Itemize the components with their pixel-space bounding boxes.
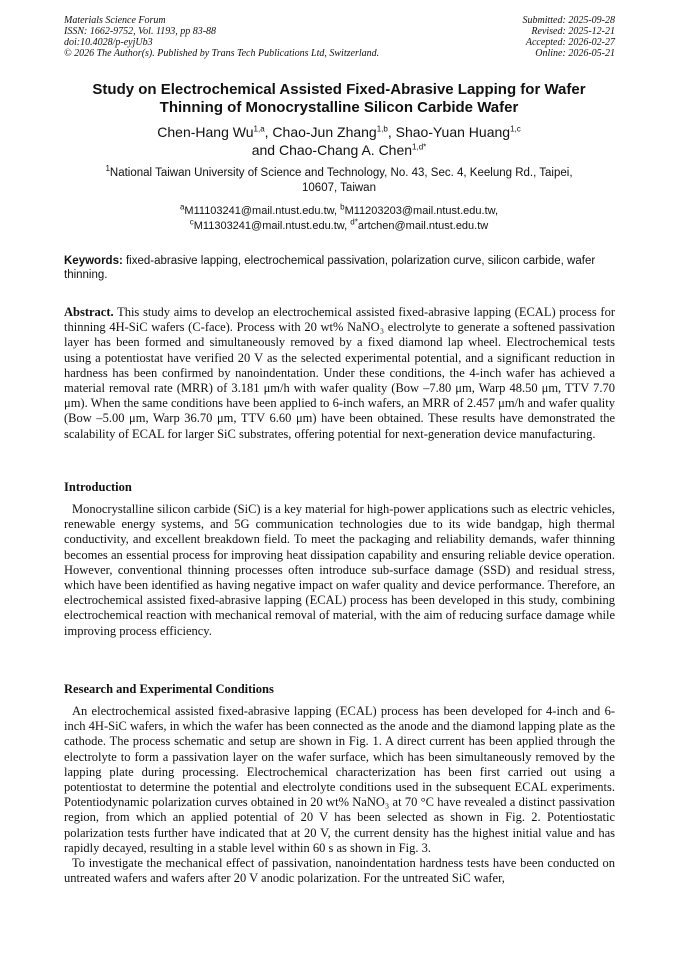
journal-info (64, 15, 379, 59)
abstract-text: This study aims to develop an electrochemical assisted fixed-abrasive lapping (ECAL) process for thinning 4H-SiC wafers (C-face). Process with 20 wt% NaNO₃ electrolyte to generate a softened passivation layer has been formed and simultaneously removed by a fixed diamond lap wheel. Electrochemical tests using a potentiostat have verified 20 V as the selected experimental potential, and a significant reduction in hardness has been confirmed by nanoindentation. Under these conditions, the 4-inch wafer has achieved a material removal rate (MRR) of 3.181 μm/h with wafer quality (Bow –7.80 μm, Warp 48.50 μm, TTV 7.70 μm). When the same conditions have been applied to 6-inch wafers, an MRR of 2.457 μm/h and wafer quality (Bow –5.00 μm, Warp 36.70 μm, TTV 6.60 μm) have been obtained. These results have demonstrated the scalability of ECAL for larger SiC substrates, offering potential for next-generation device manufacturing. (64, 305, 615, 441)
introduction-section (64, 502, 615, 639)
section-heading-research: Research and Experimental Conditions (64, 682, 274, 696)
revised-date: Revised: 2025-12-21 (531, 26, 615, 37)
author-line-1 (40, 123, 638, 141)
research-paragraph-2: To investigate the mechanical effect of passivation, nanoindentation hardness tests have been conducted on untreated wafers and wafers after 20 V anodic polarization. For the untreated SiC wafer, (64, 856, 615, 886)
author-separator: , (387, 124, 396, 140)
online-date: Online: 2026-05-21 (535, 48, 615, 59)
keywords-text: fixed-abrasive lapping, electrochemical passivation, polarization curve, silicon carbide, wafer thinning. (64, 255, 596, 281)
affiliation-mark: 1 (105, 164, 110, 174)
research-paragraph-1: An electrochemical assisted fixed-abrasive lapping (ECAL) process has been developed for 4-inch and 6-inch 4H-SiC wafers, in which the wafer has been connected as the anode and the diamond lapping plate as the cathode. The process schematic and setup are shown in Fig. 1. A direct current has been applied through the electrolyte to form a passivation layer on the wafer surface, which has been simultaneously removed by the lapping plate during processing. Electrochemical characterization has been first carried out using a potentiostat to determine the potential and electrolyte conditions used in the subsequent ECAL experiments. Potentiodynamic polarization curves obtained in 20 wt% NaNO₃ at 70 °C have revealed a distinct passivation region, from which an applied potential of 20 V has been selected as shown in Fig. 2. Potentiostatic polarization tests further have indicated that at 20 V, the current density has the highest initial value and has rapidly decayed, resulting in a stable level within 60 s as shown in Fig. 3. (64, 704, 615, 855)
author-affil-mark: 1,b (376, 124, 388, 134)
issn-line: ISSN: 1662-9752, Vol. 1193, pp 83-88 (64, 26, 217, 37)
author-conjunction: and (251, 142, 279, 158)
publication-dates (523, 15, 616, 59)
affiliation-line-2: 10607, Taiwan (302, 182, 376, 194)
accepted-date: Accepted: 2026-02-27 (525, 37, 615, 48)
author-affil-mark: 1,c (510, 124, 521, 134)
email-mark: b (340, 202, 345, 212)
keywords (64, 254, 615, 282)
email-line-1 (80, 204, 598, 219)
submitted-date: Submitted: 2025-09-28 (522, 15, 615, 26)
abstract (64, 305, 615, 442)
email-mark: c (189, 217, 194, 227)
email-separator: , (334, 205, 341, 217)
author-name: Shao-Yuan Huang (395, 124, 511, 140)
author-emails (80, 204, 598, 234)
email-link[interactable]: M11303241@mail.ntust.edu.tw (193, 220, 345, 232)
author-list (40, 123, 638, 159)
email-separator: , (344, 220, 351, 232)
copyright-line: © 2026 The Author(s). Published by Trans Tech Publications Ltd, Switzerland. (64, 48, 380, 59)
email-link[interactable]: M11103241@mail.ntust.edu.tw (184, 205, 334, 217)
author-affil-mark: 1,a (253, 124, 265, 134)
keywords-label: Keywords: (64, 255, 123, 267)
author-line-2 (40, 141, 638, 159)
abstract-label: Abstract. (64, 305, 114, 319)
author-affil-mark: 1,d* (412, 142, 427, 152)
title-line-2: Thinning of Monocrystalline Silicon Carbide Wafer (159, 99, 519, 116)
email-link[interactable]: artchen@mail.ntust.edu.tw (357, 220, 489, 232)
email-line-2 (80, 219, 598, 234)
paper-title (40, 81, 638, 117)
affiliation-line-1 (80, 166, 598, 181)
research-section (64, 704, 615, 886)
journal-name: Materials Science Forum (64, 15, 166, 26)
email-mark: d* (350, 217, 358, 227)
affiliation (80, 166, 598, 196)
affiliation-text: National Taiwan University of Science and Technology, No. 43, Sec. 4, Keelung Rd., Taipei, (109, 167, 573, 179)
title-line-1: Study on Electrochemical Assisted Fixed-Abrasive Lapping for Wafer (92, 81, 586, 98)
doi-line: doi:10.4028/p-eyjUb3 (64, 37, 153, 48)
email-link[interactable]: M11203203@mail.ntust.edu.tw, (344, 205, 499, 217)
introduction-paragraph: Monocrystalline silicon carbide (SiC) is a key material for high-power applications such as electric vehicles, renewable energy systems, and 5G communication technologies due to its wide bandgap, high thermal conductivity, and excellent breakdown field. To meet the packaging and reliability demands, wafer thinning becomes an essential process for improving heat dissipation capability and ensuring reliable device operation. However, conventional thinning processes often introduce sub-surface damage (SSD) and residual stress, which have been identified as having negative impact on wafer quality and device performance. Therefore, an electrochemical assisted fixed-abrasive lapping (ECAL) process has been developed in this study, combining electrochemical reaction with mechanical removal of material, with the aim of reducing surface damage while improving process efficiency. (64, 502, 615, 638)
author-name: Chao-Chang A. Chen (278, 142, 413, 158)
author-name: Chen-Hang Wu (157, 124, 254, 140)
section-heading-introduction: Introduction (64, 480, 132, 494)
author-name: Chao-Jun Zhang (272, 124, 377, 140)
author-separator: , (264, 124, 273, 140)
email-mark: a (179, 202, 185, 212)
